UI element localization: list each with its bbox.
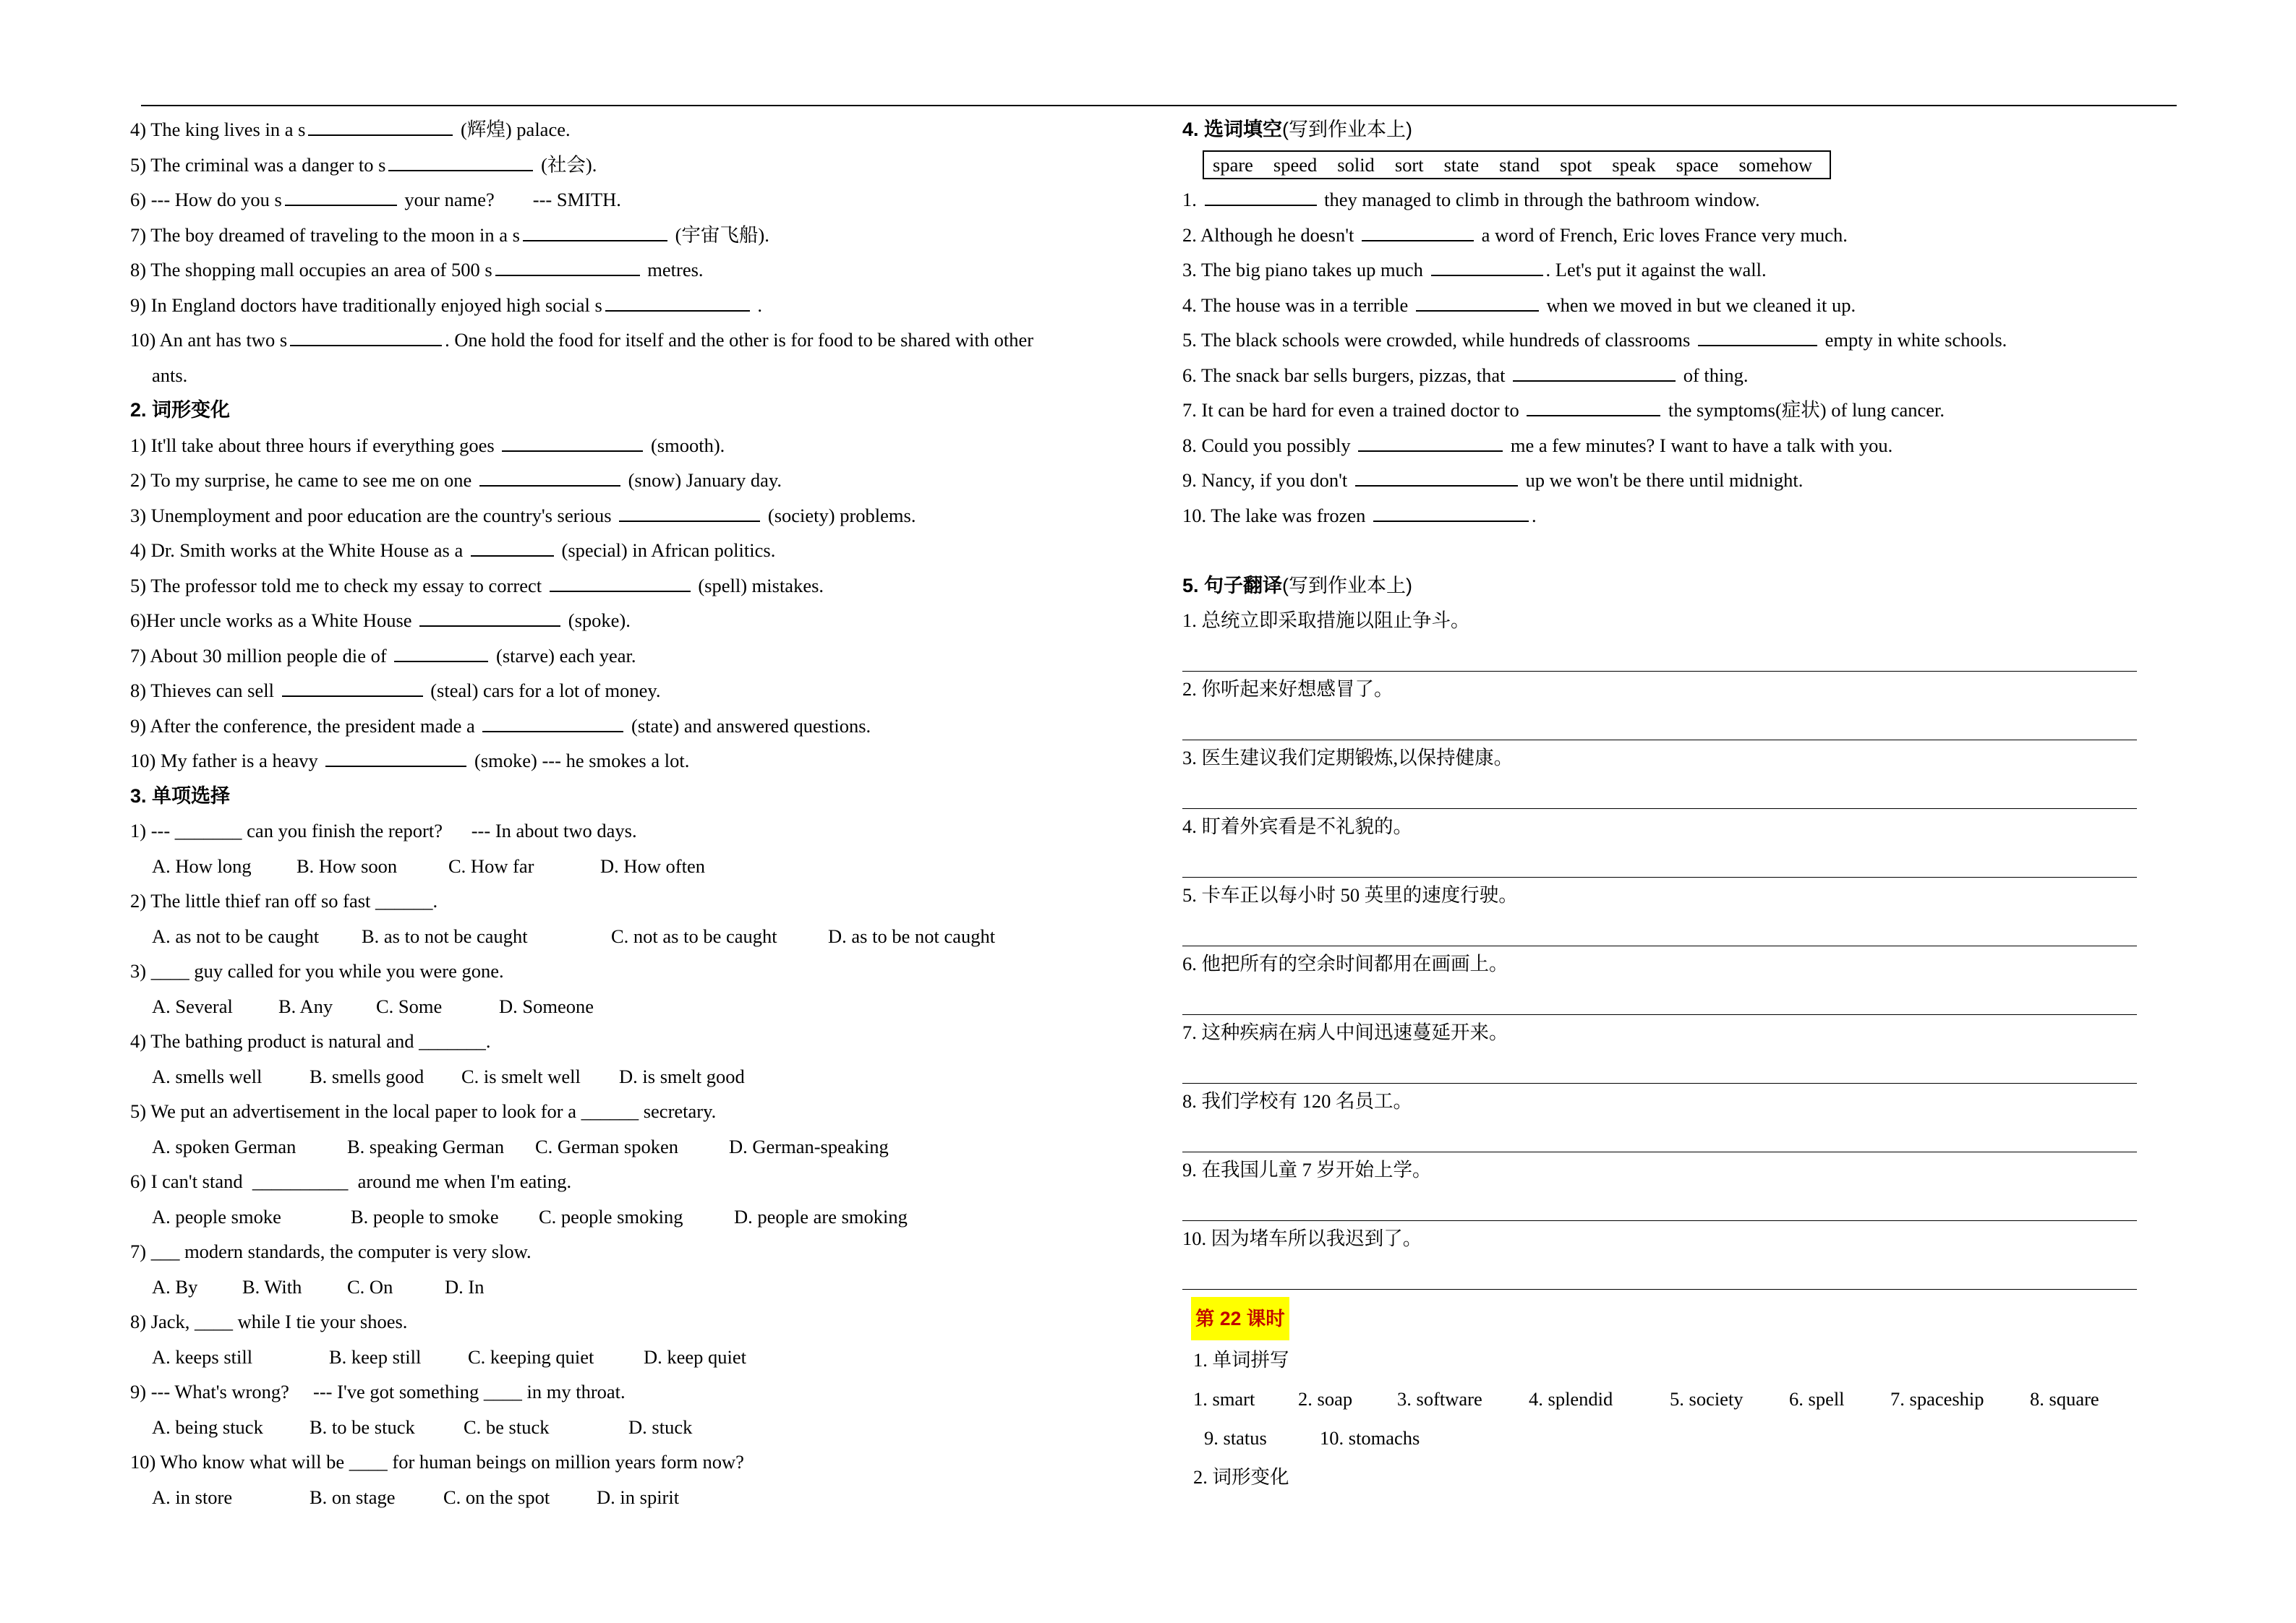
question-text: 1) It'll take about three hours if everything goes (130, 434, 500, 456)
question-text: 8. Could you possibly (1182, 434, 1356, 456)
answer-blank[interactable] (1355, 469, 1518, 487)
question-text: (spell) mistakes. (693, 574, 824, 596)
section-title: 1. 单词拼写 (1193, 1349, 1289, 1371)
mc-question (130, 883, 1128, 919)
question-text: 2. Although he doesn't (1182, 223, 1359, 246)
mc-options (130, 1269, 1128, 1305)
right-column (1182, 112, 2173, 1496)
question-text: ants. (152, 364, 188, 386)
answer-blank[interactable] (495, 259, 640, 276)
mc-options (130, 1199, 1128, 1235)
word-form-question (130, 568, 1128, 604)
question-text: 5. The black schools were crowded, while hundreds of classrooms (1182, 329, 1695, 351)
question-text: (辉煌) palace. (456, 119, 571, 140)
question-text: 8) Jack, ____ while I tie your shoes. (130, 1311, 408, 1332)
page-top-rule (141, 105, 2177, 106)
question-text: 6) --- How do you s (130, 189, 282, 210)
mc-option[interactable]: C. people smoking (539, 1205, 683, 1228)
answer-blank[interactable] (1431, 259, 1543, 276)
answer-blank[interactable] (1513, 364, 1676, 382)
answer-item: 8. square (2030, 1388, 2099, 1410)
question-text: 4. The house was in a terrible (1182, 294, 1413, 316)
mc-option[interactable]: A. By (152, 1275, 198, 1298)
mc-options (130, 1129, 1128, 1165)
question-text: (smooth). (646, 434, 725, 456)
question-text: 4. 盯着外宾看是不礼貌的。 (1182, 815, 1412, 837)
question-text: a word of French, Eric loves France very much. (1477, 223, 1848, 246)
answer-blank[interactable] (1527, 399, 1660, 416)
answer-item: 4. splendid (1529, 1388, 1613, 1410)
answer-blank[interactable] (1358, 434, 1503, 452)
question-text: 1) --- _______ can you finish the report? --- In about two days. (130, 820, 637, 842)
answer-blank[interactable] (550, 575, 691, 592)
answer-blank[interactable] (1205, 189, 1317, 206)
mc-option[interactable]: C. be stuck (464, 1416, 550, 1438)
mc-option[interactable]: A. How long (152, 855, 252, 877)
word-box-item: somehow (1738, 153, 1813, 176)
answer-blank[interactable] (479, 469, 620, 487)
translation-prompt (1182, 878, 2173, 912)
question-text: 5) We put an advertisement in the local paper to look for a ______ secretary. (130, 1100, 717, 1122)
answer-item: 5. society (1670, 1388, 1744, 1410)
question-text: 7) The boy dreamed of traveling to the moon in a s (130, 223, 520, 246)
answer-blank[interactable] (419, 609, 560, 627)
translation-answer-line[interactable] (1182, 775, 2137, 809)
word-form-question (130, 708, 1128, 744)
translation-answer-line[interactable] (1182, 1118, 2137, 1152)
spelling-question (130, 252, 1128, 288)
question-text: 7. 这种疾病在病人中间迅速蔓延开来。 (1182, 1022, 1508, 1043)
mc-options (130, 989, 1128, 1024)
mc-option[interactable]: A. Several (152, 995, 233, 1017)
answer-blank[interactable] (1416, 294, 1539, 312)
question-text: (snow) January day. (623, 469, 782, 491)
question-text: empty in white schools. (1819, 329, 2007, 351)
translation-prompt (1182, 603, 2173, 638)
question-text: . One hold the food for itself and the other is for food to be shared with other (445, 329, 1034, 351)
spelling-question-continuation (130, 358, 1128, 393)
mc-option[interactable]: B. to be stuck (310, 1416, 415, 1438)
mc-option[interactable]: A. as not to be caught (152, 925, 320, 947)
word-box-item: solid (1337, 153, 1375, 176)
section-title: 4. 选词填空 (1182, 119, 1283, 140)
mc-option[interactable]: D. in spirit (597, 1486, 680, 1508)
question-text: (society) problems. (763, 504, 916, 526)
answer-blank[interactable] (394, 645, 488, 662)
section-title: 5. 句子翻译 (1182, 574, 1283, 596)
answer-item: 3. software (1397, 1388, 1482, 1410)
answer-item: 6. spell (1789, 1388, 1845, 1410)
question-text: up we won't be there until midnight. (1520, 469, 1804, 491)
question-text: 5) The professor told me to check my essay to correct (130, 574, 547, 596)
question-text: 10. 因为堵车所以我迟到了。 (1182, 1228, 1422, 1249)
lesson-badge: 第 22 课时 (1191, 1297, 1289, 1340)
answer-blank[interactable] (290, 329, 442, 346)
answer-row (1182, 1418, 2173, 1457)
answer-blank[interactable] (471, 539, 554, 557)
question-text: . (1532, 504, 1537, 526)
word-choice-question (1182, 218, 2173, 253)
translation-prompt (1182, 1152, 2173, 1187)
mc-options (130, 1410, 1128, 1445)
question-text: the symptoms(症状) of lung cancer. (1663, 399, 1945, 421)
mc-option[interactable]: B. Any (278, 995, 333, 1017)
answer-blank[interactable] (502, 434, 643, 452)
mc-options (130, 919, 1128, 954)
answer-blank[interactable] (523, 224, 667, 241)
word-box (1203, 150, 1831, 179)
question-text: 7) ___ modern standards, the computer is very slow. (130, 1241, 532, 1262)
mc-option[interactable]: B. people to smoke (351, 1205, 499, 1228)
word-box-item: spot (1560, 153, 1592, 176)
mc-option[interactable]: B. With (242, 1275, 302, 1298)
section-title: 3. 单项选择 (130, 784, 231, 807)
question-text: 7) About 30 million people die of (130, 644, 392, 667)
question-text: 6) I can't stand __________ around me when I'm eating. (130, 1170, 572, 1192)
mc-option[interactable]: A. in store (152, 1486, 233, 1508)
answer-item: 1. smart (1193, 1388, 1255, 1410)
question-text: your name? --- SMITH. (399, 189, 621, 210)
question-text: 3) ____ guy called for you while you were gone. (130, 960, 504, 982)
answer-blank[interactable] (482, 715, 623, 732)
spelling-question (130, 218, 1128, 253)
question-text: (宇宙飞船). (670, 223, 769, 246)
answer-item: 2. soap (1298, 1388, 1353, 1410)
question-text: (社会). (536, 153, 597, 176)
translation-prompt (1182, 1221, 2173, 1256)
question-text: 6)Her uncle works as a White House (130, 609, 417, 631)
translation-answer-line[interactable] (1182, 844, 2137, 878)
answer-blank[interactable] (605, 294, 750, 312)
question-text: 3. The big piano takes up much (1182, 259, 1428, 281)
answer-item: 7. spaceship (1890, 1388, 1984, 1410)
mc-question (130, 1234, 1128, 1269)
question-text: 9) --- What's wrong? --- I've got something ____ in my throat. (130, 1381, 626, 1403)
translation-prompt (1182, 809, 2173, 844)
translation-prompt (1182, 1015, 2173, 1050)
word-choice-question (1182, 393, 2173, 428)
mc-option[interactable]: D. How often (600, 855, 705, 877)
mc-option[interactable]: C. keeping quiet (468, 1345, 594, 1368)
mc-question (130, 1164, 1128, 1199)
question-text: 10. The lake was frozen (1182, 504, 1370, 526)
mc-option[interactable]: A. smells well (152, 1065, 263, 1087)
question-text: 5) The criminal was a danger to s (130, 153, 386, 176)
translation-answer-line[interactable] (1182, 912, 2137, 946)
word-box-item: state (1443, 153, 1480, 176)
answer-blank[interactable] (282, 680, 423, 697)
answer-blank[interactable] (1373, 505, 1529, 522)
mc-options (130, 1480, 1128, 1515)
question-text: 8) The shopping mall occupies an area of 500 s (130, 259, 492, 281)
mc-option[interactable]: A. people smoke (152, 1205, 281, 1228)
mc-option[interactable]: D. people are smoking (734, 1205, 908, 1228)
question-text: metres. (642, 259, 704, 281)
question-text: 8. 我们学校有 120 名员工。 (1182, 1090, 1412, 1112)
mc-question (130, 1304, 1128, 1340)
question-text: 9) In England doctors have traditionally enjoyed high social s (130, 294, 602, 316)
mc-option[interactable]: A. keeps still (152, 1345, 253, 1368)
question-text: (spoke). (563, 609, 631, 631)
question-text: 6. The snack bar sells burgers, pizzas, that (1182, 364, 1511, 386)
mc-question (130, 1374, 1128, 1410)
section-title: 2. 词形变化 (1193, 1466, 1289, 1488)
question-text: 4) The king lives in a s (130, 119, 306, 140)
question-text: 6. 他把所有的空余时间都用在画画上。 (1182, 953, 1508, 975)
mc-options (130, 1059, 1128, 1095)
word-form-question (130, 743, 1128, 779)
mc-option[interactable]: B. speaking German (347, 1135, 505, 1157)
translation-answer-line[interactable] (1182, 706, 2137, 740)
question-text: . (752, 294, 763, 316)
answer-blank[interactable] (308, 119, 453, 136)
answer-item: 9. status (1204, 1427, 1267, 1449)
question-text: when we moved in but we cleaned it up. (1541, 294, 1856, 316)
translation-answer-line[interactable] (1182, 1256, 2137, 1290)
mc-option[interactable]: D. Someone (499, 995, 594, 1017)
question-text: 1. (1182, 189, 1202, 210)
mc-option[interactable]: B. on stage (310, 1486, 396, 1508)
translation-answer-line[interactable] (1182, 1050, 2137, 1084)
word-form-question (130, 603, 1128, 638)
mc-option[interactable]: C. Some (376, 995, 443, 1017)
question-text: 3) Unemployment and poor education are the country's serious (130, 504, 617, 526)
word-choice-question (1182, 322, 2173, 358)
spelling-question (130, 147, 1128, 183)
translation-answer-line[interactable] (1182, 1187, 2137, 1221)
word-box-item: stand (1499, 153, 1540, 176)
spelling-question (130, 182, 1128, 218)
question-text: 3. 医生建议我们定期锻炼,以保持健康。 (1182, 747, 1514, 768)
question-text: (special) in African politics. (556, 539, 776, 561)
question-text: (starve) each year. (491, 644, 636, 667)
question-text: 8) Thieves can sell (130, 680, 279, 701)
mc-options (130, 1340, 1128, 1375)
answer-item: 10. stomachs (1320, 1427, 1420, 1449)
question-text: 4) The bathing product is natural and _______. (130, 1030, 491, 1052)
word-choice-question (1182, 252, 2173, 288)
question-text: 10) An ant has two s (130, 329, 288, 351)
word-choice-question (1182, 358, 2173, 393)
answer-section-heading (1182, 1340, 2173, 1379)
answer-blank[interactable] (285, 189, 397, 206)
section-note: (写到作业本上) (1282, 119, 1413, 140)
question-text: 7. It can be hard for even a trained doctor to (1182, 399, 1524, 421)
question-text: 2. 你听起来好想感冒了。 (1182, 678, 1394, 700)
mc-option[interactable]: C. How far (448, 855, 534, 877)
mc-option[interactable]: B. How soon (296, 855, 398, 877)
word-form-question (130, 673, 1128, 708)
question-text: 2) To my surprise, he came to see me on one (130, 469, 477, 491)
translation-prompt (1182, 1084, 2173, 1118)
word-form-question (130, 463, 1128, 498)
word-form-question (130, 638, 1128, 674)
question-text: 1. 总统立即采取措施以阻止争斗。 (1182, 609, 1470, 631)
answer-blank[interactable] (325, 750, 466, 767)
spacer (1182, 533, 2173, 568)
answer-blank[interactable] (388, 154, 533, 171)
left-column (130, 112, 1128, 1515)
spelling-question (130, 322, 1128, 358)
section-heading-translation (1182, 568, 2173, 604)
answer-blank[interactable] (619, 505, 760, 522)
question-text: they managed to climb in through the bathroom window. (1319, 189, 1760, 210)
question-text: (smoke) --- he smokes a lot. (469, 750, 690, 771)
spelling-question (130, 112, 1128, 147)
question-text: 9) After the conference, the president made a (130, 714, 480, 737)
answer-blank[interactable] (1362, 224, 1474, 241)
mc-option[interactable]: C. German spoken (535, 1135, 678, 1157)
word-box-item: sort (1394, 153, 1424, 176)
question-text: 10) Who know what will be ____ for human beings on million years form now? (130, 1451, 744, 1473)
translation-prompt (1182, 946, 2173, 981)
word-form-question (130, 428, 1128, 463)
question-text: 10) My father is a heavy (130, 750, 323, 771)
mc-option[interactable]: B. as to not be caught (362, 925, 528, 947)
word-choice-question (1182, 182, 2173, 218)
word-form-question (130, 533, 1128, 568)
question-text: (steal) cars for a lot of money. (425, 680, 661, 701)
word-box-item: speak (1612, 153, 1656, 176)
word-form-question (130, 498, 1128, 534)
section-heading-word-forms (130, 393, 1128, 428)
word-box-item: spare (1213, 153, 1253, 176)
translation-prompt (1182, 672, 2173, 706)
word-choice-question (1182, 498, 2173, 534)
spelling-question (130, 288, 1128, 323)
question-text: 4) Dr. Smith works at the White House as a (130, 539, 468, 561)
mc-option[interactable]: A. spoken German (152, 1135, 296, 1157)
mc-question (130, 1444, 1128, 1480)
answer-row (1182, 1379, 2173, 1418)
word-choice-question (1182, 463, 2173, 498)
question-text: . Let's put it against the wall. (1545, 259, 1767, 281)
mc-option[interactable]: C. not as to be caught (611, 925, 777, 947)
translation-answer-line[interactable] (1182, 981, 2137, 1015)
mc-option[interactable]: D. is smelt good (619, 1065, 745, 1087)
question-text: 9. 在我国儿童 7 岁开始上学。 (1182, 1159, 1432, 1181)
mc-question (130, 954, 1128, 989)
word-box-item: speed (1273, 153, 1318, 176)
translation-answer-line[interactable] (1182, 638, 2137, 672)
section-note: (写到作业本上) (1282, 574, 1413, 596)
mc-question (130, 813, 1128, 849)
question-text: (state) and answered questions. (626, 714, 871, 737)
question-text: 5. 卡车正以每小时 50 英里的速度行驶。 (1182, 884, 1518, 906)
mc-option[interactable]: D. as to be not caught (828, 925, 996, 947)
mc-option[interactable]: D. In (445, 1275, 485, 1298)
lesson-badge-row (1182, 1297, 2173, 1340)
word-choice-question (1182, 288, 2173, 323)
mc-option[interactable]: D. keep quiet (644, 1345, 747, 1368)
question-text: 9. Nancy, if you don't (1182, 469, 1352, 491)
mc-option[interactable]: C. On (347, 1275, 393, 1298)
question-text: 2) The little thief ran off so fast ______. (130, 890, 438, 912)
mc-option[interactable]: B. smells good (310, 1065, 424, 1087)
translation-prompt (1182, 740, 2173, 775)
question-text: me a few minutes? I want to have a talk with you. (1506, 434, 1893, 456)
mc-options (130, 849, 1128, 884)
section-heading-multiple-choice (130, 779, 1128, 814)
mc-question (130, 1094, 1128, 1129)
answer-blank[interactable] (1698, 329, 1817, 346)
mc-option[interactable]: C. on the spot (443, 1486, 550, 1508)
mc-question (130, 1024, 1128, 1059)
mc-option[interactable]: B. keep still (329, 1345, 422, 1368)
mc-option[interactable]: C. is smelt well (461, 1065, 581, 1087)
word-box-item: space (1676, 153, 1719, 176)
mc-option[interactable]: A. being stuck (152, 1416, 263, 1438)
mc-option[interactable]: D. German-speaking (729, 1135, 889, 1157)
section-title: 2. 词形变化 (130, 399, 231, 421)
section-heading-word-choice (1182, 112, 2173, 147)
answer-section-heading (1182, 1457, 2173, 1496)
question-text: of thing. (1678, 364, 1749, 386)
word-box-row (1182, 147, 2173, 183)
mc-option[interactable]: D. stuck (628, 1416, 693, 1438)
word-choice-question (1182, 428, 2173, 463)
